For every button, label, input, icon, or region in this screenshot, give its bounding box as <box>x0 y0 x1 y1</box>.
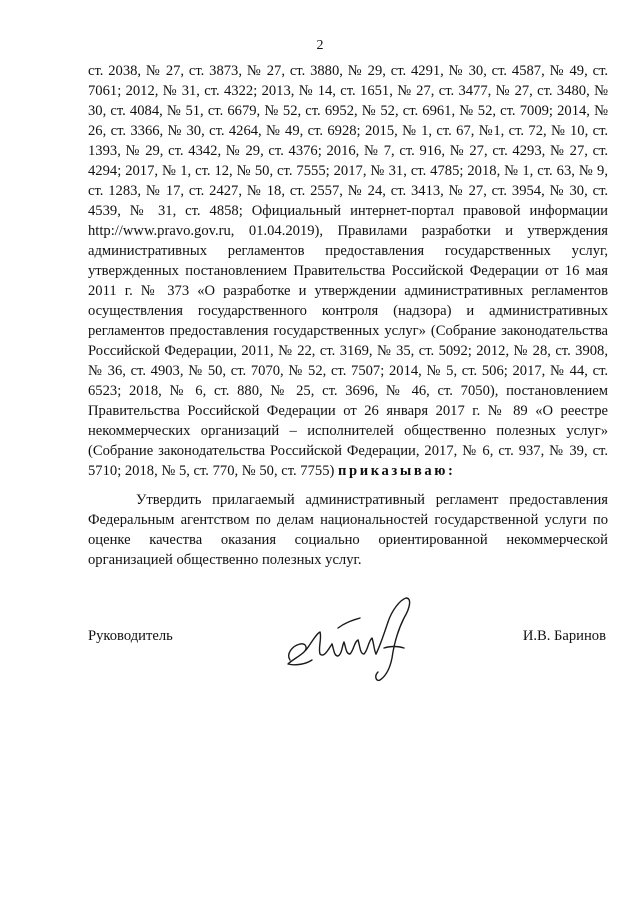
paragraph-approval: Утвердить прилагаемый административный регламент предоставления Федеральным агентством по делам национальностей государственной услуги по оценке качества оказания социально ориентированной некоммерческой организацией общественно полезных услуг. <box>88 492 608 568</box>
handwritten-signature <box>276 588 426 688</box>
signatory-title: Руководитель <box>88 628 173 644</box>
legal-references-text: ст. 2038, № 27, ст. 3873, № 27, ст. 3880, № 29, ст. 4291, № 30, ст. 4587, № 49, ст. 7061; 2012, № 31, ст. 4322; 2013, № 14, ст. 1651, № 27, ст. 3477, № 27, ст. 3480, № 30, ст. 4084, № 51, ст. 6679, № 52, ст. 6952, № 52, ст. 6961, № 52, ст. 7009; 2014, № 26, ст. 3366, № 30, ст. 4264, № 49, ст. 6928; 2015, № 1, ст. 67, №1, ст. 72, № 10, ст. 1393, № 29, ст. 4342, № 29, ст. 4376; 2016, № 7, ст. 916, № 27, ст. 4293, № 27, ст. 4294; 2017, № 1, ст. 12, № 50, ст. 7555; 2017, № 31, ст. 4785; 2018, № 1, ст. 63, № 9, ст. 1283, № 17, ст. 2427, № 18, ст. 2557, № 24, ст. 3413, № 27, ст. 3954, № 30, ст. 4539, № 31, ст. 4858; Официальный интернет-портал правовой информации http://www.pravo.gov.ru, 01.04.2019), Правилами разработки и утверждения административных регламентов предоставления государственных услуг, утвержденных постановлением Правительства Российской Федерации от 16 мая 2011 г. № 373 «О разработке и утверждении административных регламентов осуществления государственного контроля (надзора) и административных регламентов предоставления государственных услуг» (Собрание законодательства Российской Федерации, 2011, № 22, ст. 3169, № 35, ст. 5092; 2012, № 28, ст. 3908, № 36, ст. 4903, № 50, ст. 7070, № 52, ст. 7507; 2014, № 5, ст. 506; 2017, № 44, ст. 6523; 2018, № 6, ст. 880, № 25, ст. 3696, № 46, ст. 7050), постановлением Правительства Российской Федерации от 26 января 2017 г. № 89 «О реестре некоммерческих организаций – исполнителей общественно полезных услуг» (Собрание законодательства Российской Федерации, 2017, № 6, ст. 937, № 39, ст. 5710; 2018, № 5, ст. 770, № 50, ст. 7755) <box>88 63 608 479</box>
page-number: 2 <box>316 38 324 53</box>
paragraph-legal-references <box>88 61 608 481</box>
signatory-name: И.В. Баринов <box>522 628 606 644</box>
order-colon: : <box>448 463 453 479</box>
document-body <box>88 61 608 570</box>
order-word: приказываю <box>338 463 449 479</box>
